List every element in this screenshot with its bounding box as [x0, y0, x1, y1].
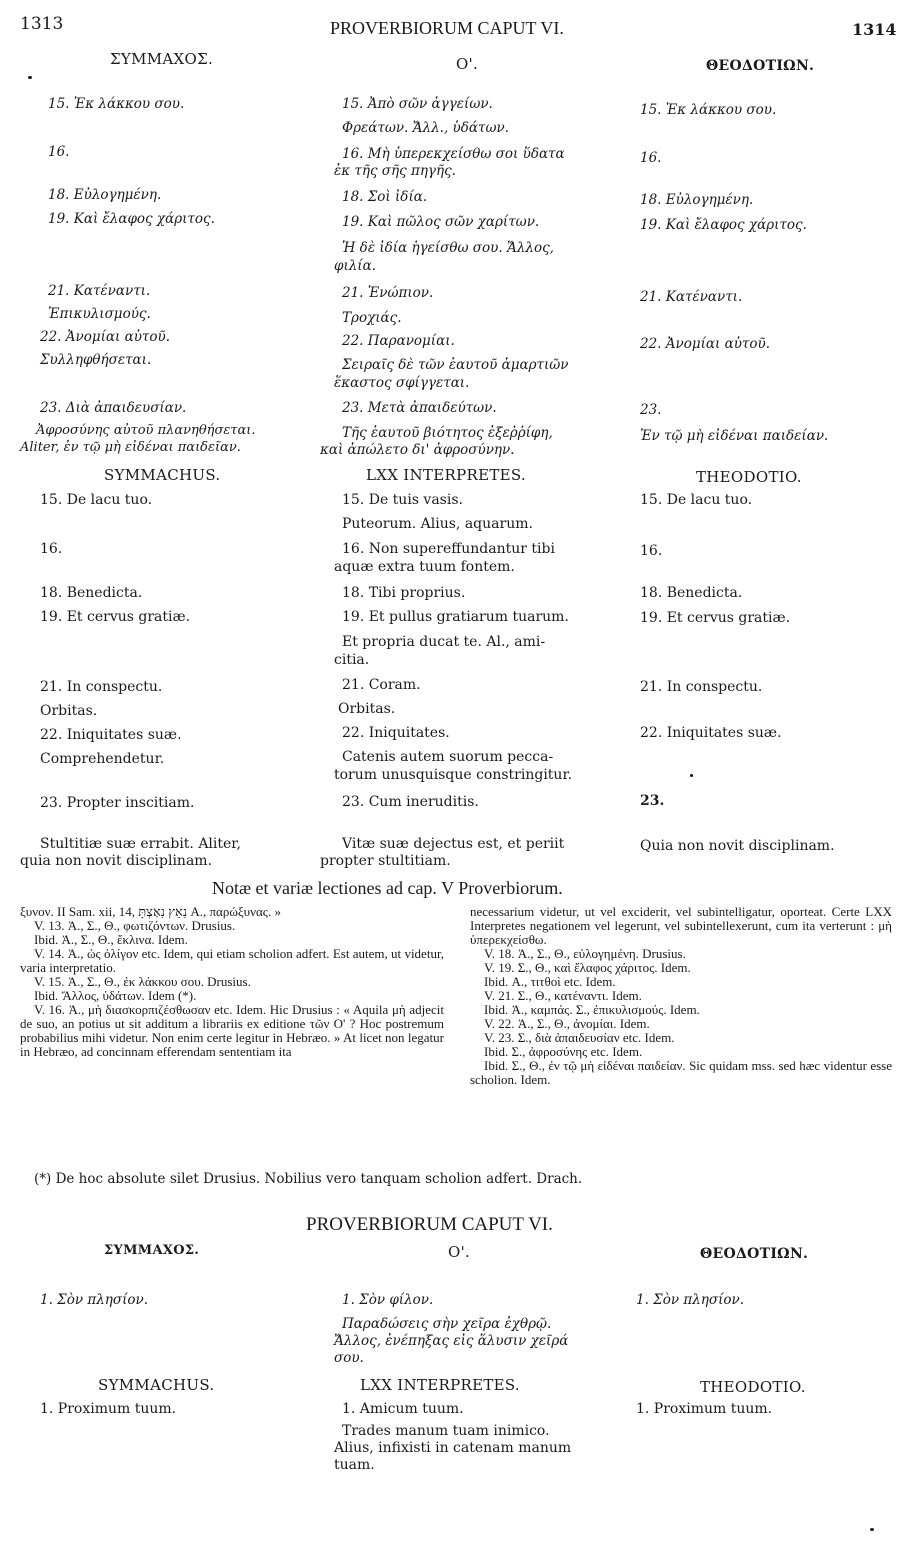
verse-line: propter stultitiam.: [320, 853, 451, 869]
verse-line: 1. Proximum tuum.: [636, 1401, 773, 1417]
verse-line: 15. De lacu tuo.: [40, 492, 153, 508]
col-head-theodotion-greek: ΘΕΟΔΟΤΙΩΝ.: [706, 58, 815, 74]
verse-line: 21. Coram.: [342, 677, 421, 693]
verse-line: 15. Ἐκ λάκκου σου.: [48, 96, 185, 112]
note-line: V. 16. Ἀ., μὴ διασκορπιζέσθωσαν etc. Idem. Hic Drusius : « Aquila μὴ adjecit de suo, an potius ut sit additum a librariis ex editione τῶν O' ? Hoc postremum probabilius mihi videtur. Non enim certe legitur in Hebræo. » At licet non legatur in Hebræo, ad concinnam efferendam sententiam ita: [20, 1002, 444, 1059]
verse-line: Συλληφθήσεται.: [40, 352, 152, 368]
verse-line: 19. Et cervus gratiæ.: [640, 610, 791, 626]
verse-line: Σειραῖς δὲ τῶν ἑαυτοῦ ἁμαρτιῶν: [342, 357, 569, 373]
verse-line: 1. Σὸν πλησίον.: [40, 1292, 148, 1308]
note-line: Ibid. Ἄλλος, ὑδάτων. Idem (*).: [34, 988, 197, 1003]
verse-line: 15. De lacu tuo.: [640, 492, 753, 508]
verse-line: quia non novit disciplinam.: [20, 853, 213, 869]
verse-line: 18. Εὐλογημένη.: [640, 192, 754, 208]
verse-line: Quia non novit disciplinam.: [640, 838, 835, 854]
verse-line: Catenis autem suorum pecca-: [342, 749, 554, 765]
verse-line: 1. Σὸν πλησίον.: [636, 1292, 744, 1308]
verse-line: Stultitiæ suæ errabit. Aliter,: [40, 836, 241, 852]
verse-line: Ἀφροσύνης αὐτοῦ πλανηθήσεται.: [36, 423, 256, 438]
col-head-symmachus-greek: ΣΥΜΜΑΧΟΣ.: [104, 1243, 200, 1258]
verse-line: citia.: [334, 652, 370, 668]
note-line: necessarium videtur, ut vel exciderit, vel subintelligatur, oporteat. Certe LXX Interpretes negationem vel legerunt, vel subintellexerunt, cum ita verterunt : μὴ ὑπερεκχείσθω.: [470, 904, 892, 947]
verse-line: Puteorum. Alius, aquarum.: [342, 516, 533, 532]
verse-line: 18. Benedicta.: [640, 585, 743, 601]
verse-line: 23. Διὰ ἀπαιδευσίαν.: [40, 400, 187, 416]
verse-line: ἐκ τῆς σῆς πηγῆς.: [334, 163, 456, 179]
verse-line: 23. Propter inscitiam.: [40, 795, 195, 811]
verse-line: 22. Ἀνομίαι αὐτοῦ.: [40, 329, 171, 345]
note-line: Ibid. Α., τιτθοὶ etc. Idem.: [484, 974, 616, 989]
verse-line: Orbitas.: [40, 703, 98, 719]
notes-title: Notæ et variæ lectiones ad cap. V Proverbiorum.: [212, 878, 563, 898]
col-head-lxx-latin: LXX INTERPRETES.: [360, 1376, 520, 1394]
verse-line: 21. Ἐνώπιον.: [342, 285, 434, 301]
note-line: Ibid. Ἀ., καμπάς. Σ., ἐπικυλισμούς. Idem.: [484, 1002, 700, 1017]
col-head-symmachus-latin: SYMMACHUS.: [98, 1376, 215, 1394]
verse-line: Ἄλλος, ἐνέπηξας εἰς ἅλυσιν χεῖρά: [334, 1333, 569, 1349]
verse-line: 21. Κατέναντι.: [48, 283, 151, 299]
verse-line: 16. Μὴ ὑπερεκχείσθω σοι ὕδατα: [342, 146, 565, 162]
verse-line: Trades manum tuam inimico.: [342, 1423, 550, 1439]
verse-line: 22. Iniquitates suæ.: [40, 727, 182, 743]
note-line: V. 21. Σ., Θ., κατέναντι. Idem.: [484, 988, 642, 1003]
verse-line: Et propria ducat te. Al., ami-: [342, 634, 546, 650]
page-number-right: 1314: [852, 20, 897, 39]
verse-line: καὶ ἀπώλετο δι' ἀφροσύνην.: [320, 442, 515, 458]
note-line: V. 15. Ἀ., Σ., Θ., ἐκ λάκκου σου. Drusius.: [34, 974, 251, 989]
note-line: V. 23. Σ., διὰ ἀπαιδευσίαν etc. Idem.: [484, 1030, 675, 1045]
verse-line: Τροχιάς.: [342, 310, 402, 326]
running-title: PROVERBIORUM CAPUT VI.: [330, 18, 564, 38]
verse-line: Alius, infixisti in catenam manum: [334, 1440, 572, 1456]
col-head-symmachus-latin: SYMMACHUS.: [104, 466, 221, 484]
verse-line: 16. Non supereffundantur tibi: [342, 541, 555, 557]
verse-line: 23. Μετὰ ἀπαιδεύτων.: [342, 400, 497, 416]
verse-line: Ἐπικυλισμούς.: [48, 306, 151, 322]
verse-line: ἕκαστος σφίγγεται.: [334, 375, 470, 391]
verse-line: Ἐν τῷ μὴ εἰδέναι παιδείαν.: [640, 428, 829, 444]
verse-line: 16.: [40, 541, 63, 557]
note-line: Ibid. Σ., Θ., ἐν τῷ μὴ εἰδέναι παιδείαν. Sic quidam mss. sed hæc videntur esse scholion. Idem.: [470, 1058, 892, 1087]
col-head-theodotion-greek: ΘΕΟΔΟΤΙΩΝ.: [700, 1246, 809, 1262]
note-line: Ibid. Σ., ἀφροσύνης etc. Idem.: [484, 1044, 643, 1059]
verse-line: Orbitas.: [338, 701, 396, 717]
chapter-title: PROVERBIORUM CAPUT VI.: [306, 1214, 553, 1235]
verse-line: Παραδώσεις σὴν χεῖρα ἐχθρῷ.: [342, 1316, 552, 1332]
note-line: Ibid. Ἀ., Σ., Θ., ἔκλινα. Idem.: [34, 932, 188, 947]
col-head-theodotion-latin: THEODOTIO.: [696, 468, 802, 486]
verse-line: 16.: [48, 144, 70, 160]
note-line: V. 14. Ἀ., ὡς ὀλίγον etc. Idem, qui etiam scholion adfert. Est autem, ut videtur, varia interpretatio.: [20, 946, 444, 975]
verse-line: 23.: [640, 402, 662, 418]
verse-line: 18. Tibi proprius.: [342, 585, 466, 601]
verse-line: Comprehendetur.: [40, 751, 165, 767]
verse-line: 15. Ἀπὸ σῶν ἀγγείων.: [342, 96, 493, 112]
ink-speck: [28, 76, 32, 79]
note-line: V. 18. Ἀ., Σ., Θ., εὐλογημένη. Drusius.: [484, 946, 686, 961]
note-line: V. 13. Ἀ., Σ., Θ., φωτιζόντων. Drusius.: [34, 918, 236, 933]
page-number-left: 1313: [20, 14, 64, 34]
verse-line: tuam.: [334, 1457, 375, 1473]
col-head-symmachus-greek: ΣΥΜΜΑΧΟΣ.: [110, 50, 214, 68]
verse-line: 18. Benedicta.: [40, 585, 143, 601]
verse-line: 18. Σοὶ ἰδία.: [342, 189, 428, 205]
verse-line: 19. Et pullus gratiarum tuarum.: [342, 609, 569, 625]
notes-right-column: [470, 905, 892, 1087]
verse-line: φιλία.: [334, 258, 377, 274]
verse-line: 19. Καὶ ἔλαφος χάριτος.: [640, 217, 807, 233]
verse-line: torum unusquisque constringitur.: [334, 767, 573, 783]
notes-left-column: [20, 905, 444, 1059]
verse-line: Aliter, ἐν τῷ μὴ εἰδέναι παιδεῖαν.: [20, 440, 241, 455]
verse-line: 23. Cum ineruditis.: [342, 794, 479, 810]
verse-line: 19. Καὶ ἔλαφος χάριτος.: [48, 211, 215, 227]
verse-line: 15. Ἐκ λάκκου σου.: [640, 102, 777, 118]
col-head-theodotion-latin: THEODOTIO.: [700, 1378, 806, 1396]
verse-line: σου.: [334, 1350, 364, 1366]
verse-line: 22. Iniquitates.: [342, 725, 450, 741]
verse-line: Τῆς ἑαυτοῦ βιότητος ἐξεῤῥίφη,: [342, 425, 553, 441]
footnote: (*) De hoc absolute silet Drusius. Nobilius vero tanquam scholion adfert. Drach.: [34, 1171, 583, 1187]
verse-line: 15. De tuis vasis.: [342, 492, 463, 508]
verse-line: 19. Et cervus gratiæ.: [40, 609, 191, 625]
verse-line: 21. In conspectu.: [40, 679, 163, 695]
verse-line: 22. Ἀνομίαι αὐτοῦ.: [640, 336, 771, 352]
note-line: V. 22. Ἀ., Σ., Θ., ἀνομίαι. Idem.: [484, 1016, 650, 1031]
verse-line: 22. Παρανομίαι.: [342, 333, 455, 349]
verse-line: 18. Εὐλογημένη.: [48, 187, 162, 203]
verse-line: 1. Amicum tuum.: [342, 1401, 464, 1417]
verse-line: 1. Σὸν φίλον.: [342, 1292, 434, 1308]
col-head-lxx-greek: Ο'.: [456, 55, 479, 73]
verse-line: 1. Proximum tuum.: [40, 1401, 177, 1417]
verse-line: 23.: [640, 793, 665, 809]
verse-line: Φρεάτων. Ἄλλ., ὑδάτων.: [342, 120, 509, 136]
verse-line: 22. Iniquitates suæ.: [640, 725, 782, 741]
verse-line: Vitæ suæ dejectus est, et periit: [342, 836, 565, 852]
col-head-lxx-greek: Ο'.: [448, 1243, 471, 1261]
ink-speck: [870, 1528, 874, 1531]
col-head-lxx-latin: LXX INTERPRETES.: [366, 466, 526, 484]
verse-line: 16.: [640, 150, 662, 166]
note-line: V. 19. Σ., Θ., καὶ ἔλαφος χάριτος. Idem.: [484, 960, 691, 975]
verse-line: 16.: [640, 543, 663, 559]
ink-speck: [690, 774, 693, 777]
verse-line: aquæ extra tuum fontem.: [334, 559, 515, 575]
verse-line: 21. Κατέναντι.: [640, 289, 743, 305]
verse-line: 19. Καὶ πῶλος σῶν χαρίτων.: [342, 214, 540, 230]
verse-line: 21. In conspectu.: [640, 679, 763, 695]
verse-line: Ἡ δὲ ἰδία ἡγείσθω σου. Ἄλλος,: [342, 240, 554, 256]
note-line: ξυνον. II Sam. xii, 14, נַאֵץ נִאַצְתָּ Α., παρώξυνας. »: [20, 904, 281, 919]
